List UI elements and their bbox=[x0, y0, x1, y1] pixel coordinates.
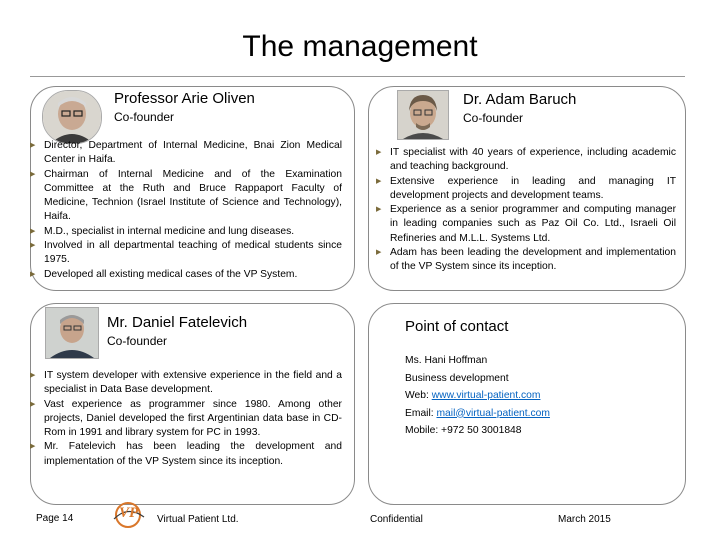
confidential-label: Confidential bbox=[370, 514, 423, 525]
role-daniel-fatelevich: Co-founder bbox=[107, 334, 168, 348]
list-item: ▶ Extensive experience in leading and managing IT development projects and development teams. bbox=[376, 175, 676, 204]
name-daniel-fatelevich: Mr. Daniel Fatelevich bbox=[107, 314, 248, 331]
contact-web bbox=[405, 387, 550, 405]
bullets-daniel-fatelevich bbox=[30, 369, 342, 469]
photo-adam-baruch bbox=[397, 90, 449, 140]
list-item: ▶ Director, Department of Internal Medicine, Bnai Zion Medical Center in Haifa. bbox=[30, 139, 342, 168]
list-item: ▶ Mr. Fatelevich has been leading the development and implementation of the VP System since its inception. bbox=[30, 440, 342, 469]
footer-date: March 2015 bbox=[558, 514, 611, 525]
contact-title: Business development bbox=[405, 372, 509, 384]
company-name: Virtual Patient Ltd. bbox=[157, 514, 239, 525]
logo-text: VP bbox=[119, 505, 139, 521]
page-number: Page 14 bbox=[36, 513, 74, 524]
web-link[interactable]: www.virtual-patient.com bbox=[431, 390, 541, 401]
name-adam-baruch: Dr. Adam Baruch bbox=[463, 91, 577, 108]
web-label: Web: bbox=[405, 390, 432, 401]
list-item: ▶ Involved in all departmental teaching of medical students since 1975. bbox=[30, 239, 342, 268]
role-adam-baruch: Co-founder bbox=[463, 111, 524, 125]
list-item: ▶ IT system developer with extensive experience in the field and a specialist in Data Base development. bbox=[30, 369, 342, 398]
bullets-adam-baruch bbox=[376, 146, 676, 275]
photo-arie-oliven bbox=[42, 90, 102, 144]
contact-details bbox=[405, 352, 550, 440]
list-item: ▶ M.D., specialist in internal medicine and lung diseases. bbox=[30, 225, 342, 239]
list-item: ▶ Adam has been leading the development and implementation of the VP System since its inception. bbox=[376, 246, 676, 275]
email-label: Email: bbox=[405, 407, 437, 419]
company-logo bbox=[106, 499, 150, 529]
list-item: ▶ Developed all existing medical cases of the VP System. bbox=[30, 268, 342, 282]
list-item: ▶ IT specialist with 40 years of experience, including academic and teaching background. bbox=[376, 146, 676, 175]
contact-heading: Point of contact bbox=[405, 318, 509, 335]
role-arie-oliven: Co-founder bbox=[114, 110, 175, 124]
contact-mobile: Mobile: +972 50 3001848 bbox=[405, 425, 522, 436]
list-item: ▶ Chairman of Internal Medicine and of the Examination Committee at the Ruth and Bruce Rappaport Faculty of Medicine, Technion (Israel Institute of Science and Technology), Haifa. bbox=[30, 168, 342, 225]
contact-name: Ms. Hani Hoffman bbox=[405, 355, 488, 366]
list-item: ▶ Vast experience as programmer since 1980. Among other projects, Daniel developed the first Argentinian data base in CD-Rom in 1991 and library system for PC in 1993. bbox=[30, 398, 342, 441]
photo-daniel-fatelevich bbox=[45, 307, 99, 359]
email-link[interactable]: mail@virtual-patient.com bbox=[436, 407, 550, 419]
contact-email bbox=[405, 405, 550, 423]
list-item: ▶ Experience as a senior programmer and computing manager in leading companies such as Paz Oil Co. Ltd., Israeli Oil Refineries and M.L.L. Systems Ltd. bbox=[376, 203, 676, 246]
bullets-arie-oliven bbox=[30, 139, 342, 282]
page-title: The management bbox=[242, 30, 478, 63]
title-divider bbox=[30, 76, 685, 77]
name-arie-oliven: Professor Arie Oliven bbox=[114, 90, 255, 107]
